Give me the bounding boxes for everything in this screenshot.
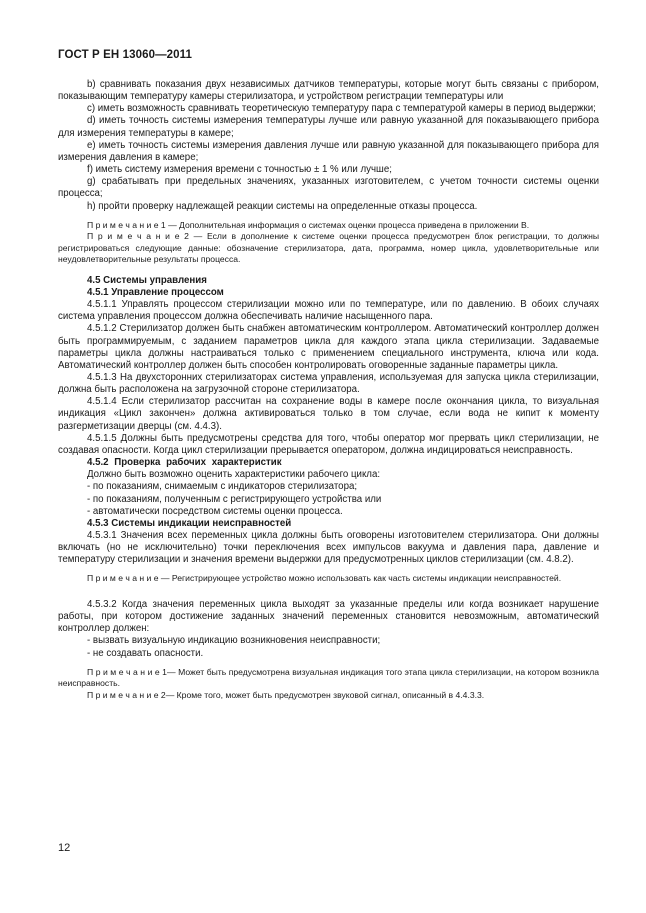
list-item: - не создавать опасности. — [87, 647, 204, 659]
heading-text: 4.5.2 Проверка рабочих характеристик — [87, 457, 282, 469]
paragraph-4-5-3-1: 4.5.3.1 Значения всех переменных цикла должны быть оговорены изготовителем стерилизатора. Они должны включать (но не исключительно) точки переключения всех импульсов вакуума и давления пара, давление и температуру стерилизации и значения времени выдержки для предусмотренных циклов стерилизации (см. 4.8.2). — [58, 530, 599, 566]
note-4 — [58, 667, 599, 690]
note-text: — Если в дополнение к системе оценки процесса предусмотрен блок регистрации, то должны регистрироваться следующие данные: обозначение стерилизатора, дата, программа, номер цикла, удовлетворительные или неудовлетворительные результаты процесса. — [58, 231, 599, 265]
note-text: — Может быть предусмотрена визуальная индикация того этапа цикла стерилизации, на котором возникла неисправность. — [58, 666, 599, 689]
note-label: П р и м е ч а н и е 1 — [87, 666, 167, 677]
note-label: П р и м е ч а н и е 2 — [87, 231, 189, 242]
section-heading-4-5-1: 4.5.1 Управление процессом — [87, 286, 224, 298]
list-item: - вызвать визуальную индикацию возникновения неисправности; — [87, 635, 381, 647]
list-item-g: g) срабатывать при предельных значениях, указанных изготовителем, с учетом точности системы оценки процесса; — [58, 176, 599, 200]
section-heading-4-5: 4.5 Системы управления — [87, 274, 207, 286]
list-item-d: d) иметь точность системы измерения температуры лучше или равную указанной для показывающего прибора для измерения температуры в камере; — [58, 115, 599, 139]
list-item-e: e) иметь точность системы измерения давления лучше или равную указанной для показывающего прибора для измерения давления в камере; — [58, 139, 599, 163]
note-text: — Регистрирующее устройство можно использовать как часть системы индикации неисправностей. — [158, 573, 562, 584]
section-heading-4-5-2 — [58, 457, 599, 469]
note-1 — [58, 220, 599, 232]
section-heading-4-5-3: 4.5.3 Системы индикации неисправностей — [87, 517, 292, 529]
paragraph-4-5-1-5: 4.5.1.5 Должны быть предусмотрены средства для того, чтобы оператор мог прервать цикл стерилизации, не создавая опасности. Когда цикл стерилизации прерывается оператором, должна индицироваться неисправность. — [58, 432, 599, 456]
paragraph — [58, 79, 599, 103]
list-item-f: f) иметь систему измерения времени с точностью ± 1 % или лучше; — [87, 164, 392, 176]
paragraph-4-5-1-1: 4.5.1.1 Управлять процессом стерилизации можно или по температуре, или по давлению. В обоих случаях система управления процессом должна обеспечивать наличие насыщенного пара. — [58, 299, 599, 323]
note-label: П р и м е ч а н и е — [87, 573, 159, 584]
note-3 — [58, 573, 599, 585]
list-item: - по показаниям, полученным с регистрирующего устройства или — [87, 493, 382, 505]
page-number: 12 — [58, 842, 71, 854]
note-2 — [58, 231, 599, 266]
note-text: — Дополнительная информация о системах оценки процесса приведена в приложении В. — [165, 219, 530, 230]
paragraph-4-5-1-3: 4.5.1.3 На двухсторонних стерилизаторах система управления, используемая для запуска цикла стерилизации, должна быть расположена на загрузочной стороне стерилизатора. — [58, 371, 599, 396]
list-item-b: b) сравнивать показания двух независимых датчиков температуры, которые могут быть связаны с прибором, показывающим температуру камеры стерилизатора, и устройством регистрации температуры или — [58, 79, 599, 103]
document-header: ГОСТ Р ЕН 13060—2011 — [58, 49, 193, 61]
paragraph-4-5-2: Должно быть возможно оценить характеристики рабочего цикла: — [87, 469, 381, 481]
page-content — [58, 79, 599, 701]
note-label: П р и м е ч а н и е 2 — [87, 689, 166, 700]
list-item: - автоматически посредством системы оценки процесса. — [87, 505, 343, 517]
paragraph-4-5-1-4: 4.5.1.4 Если стерилизатор рассчитан на сохранение воды в камере после окончания цикла, то визуальная индикация «Цикл закончен» должна активироваться только в том случае, если вода не кипит к моменту разгерметизации дверцы (см. 4.4.3). — [58, 396, 599, 432]
paragraph-4-5-3-2: 4.5.3.2 Когда значения переменных цикла выходят за указанные пределы или когда возникает нарушение работы, при котором достижение заданных значений переменных становится невозможным, автоматический контроллер должен: — [58, 598, 599, 635]
list-item: - по показаниям, снимаемым с индикаторов стерилизатора; — [87, 481, 358, 493]
note-label: П р и м е ч а н и е 1 — [87, 219, 166, 230]
list-item-c: c) иметь возможность сравнивать теоретическую температуру пара с температурой камеры в период выдержки; — [87, 103, 596, 115]
list-item-h: h) пройти проверку надлежащей реакции системы на определенные отказы процесса. — [87, 200, 478, 212]
note-text: — Кроме того, может быть предусмотрен звуковой сигнал, описанный в 4.4.3.3. — [165, 689, 485, 700]
paragraph-4-5-1-2: 4.5.1.2 Стерилизатор должен быть снабжен автоматическим контроллером. Автоматический контроллер должен быть программируемым, с заданием параметров цикла для каждого этапа цикла стерилизации. Задаваемые параметры цикла должны настраиваться только с применением специального инструмента, ключа или кода. Автоматический контроллер должен быть способен контролировать оговоренные заданные параметры цикла. — [58, 323, 599, 371]
note-5 — [58, 690, 599, 702]
